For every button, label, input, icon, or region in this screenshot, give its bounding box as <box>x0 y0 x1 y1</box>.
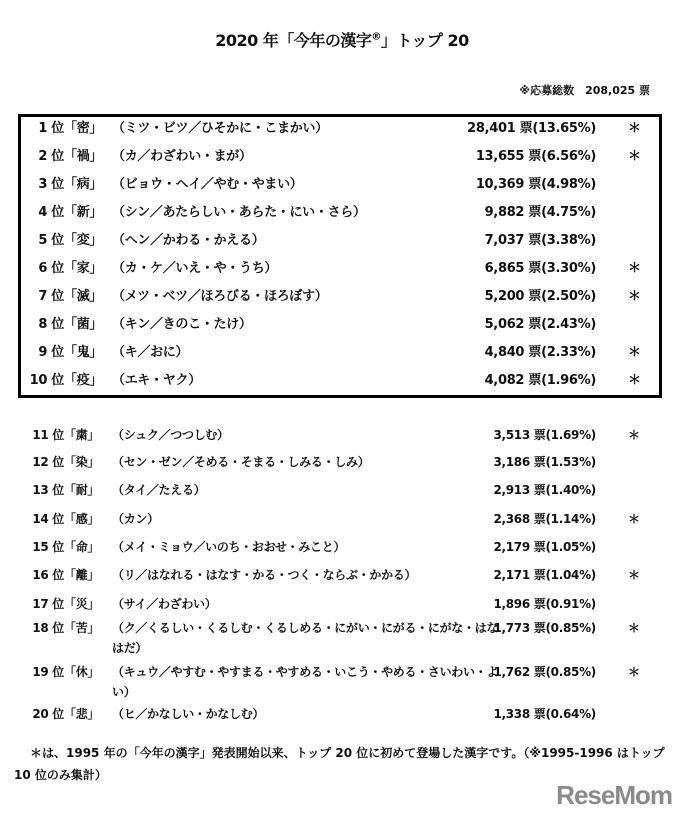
ranking-kanji: 「新」 <box>64 205 103 220</box>
ranking-reading: （カ／わざわい・まが） <box>112 149 252 164</box>
ranking-kanji: 「滅」 <box>64 289 103 304</box>
ranking-rank: 18 位 <box>32 621 64 635</box>
ranking-rank: 8 位 <box>38 317 64 332</box>
ranking-kanji: 「家」 <box>64 261 103 276</box>
ranking-votes: 1,896 票(0.91%) <box>493 597 596 611</box>
ranking-reading: （メイ・ミョウ／いのち・おおせ・みこと） <box>112 540 346 554</box>
ranking-rank: 17 位 <box>32 597 64 611</box>
new-entry-marker: ＊ <box>628 149 641 164</box>
ranking-kanji: 「病」 <box>64 177 103 192</box>
ranking-votes: 1,338 票(0.64%) <box>493 707 596 721</box>
ranking-reading: （カン） <box>112 512 159 526</box>
ranking-kanji: 「耐」 <box>64 483 100 497</box>
ranking-votes: 1,773 票(0.85%) <box>493 621 596 635</box>
ranking-kanji: 「命」 <box>64 540 100 554</box>
ranking-rank: 19 位 <box>32 665 64 679</box>
ranking-kanji: 「災」 <box>64 597 100 611</box>
ranking-reading: （メツ・ベツ／ほろびる・ほろぼす） <box>112 289 328 304</box>
ranking-votes: 3,513 票(1.69%) <box>493 428 596 442</box>
ranking-votes: 6,865 票(3.30%) <box>484 261 596 276</box>
ranking-reading: （ヘン／かわる・かえる） <box>112 233 265 248</box>
ranking-rank: 3 位 <box>38 177 64 192</box>
registered-mark: ® <box>371 31 381 43</box>
footnote: ＊は、1995 年の「今年の漢字」発表開始以来、トップ 20 位に初めて登場した漢字です。（※1995-1996 はトップ 10 位のみ集計） <box>14 746 665 782</box>
new-entry-marker: ＊ <box>628 121 641 136</box>
ranking-reading: （リ／はなれる・はなす・かる・つく・ならぶ・かかる） <box>112 568 417 582</box>
total-votes: ※応募総数 208,025 票 <box>519 84 650 97</box>
ranking-reading: （ビョウ・ヘイ／やむ・やまい） <box>112 177 303 192</box>
new-entry-marker: ＊ <box>628 568 640 582</box>
ranking-kanji: 「密」 <box>64 121 103 136</box>
ranking-kanji: 「変」 <box>64 233 103 248</box>
ranking-kanji: 「疫」 <box>64 373 103 388</box>
new-entry-marker: ＊ <box>628 345 641 360</box>
new-entry-marker: ＊ <box>628 512 640 526</box>
ranking-kanji: 「菌」 <box>64 317 103 332</box>
new-entry-marker: ＊ <box>628 289 641 304</box>
new-entry-marker: ＊ <box>628 428 640 442</box>
ranking-votes: 2,913 票(1.40%) <box>493 483 596 497</box>
ranking-reading: （キュウ／やすむ・やすまる・やすめる・いこう・やめる・さいわい・よい） <box>112 665 499 699</box>
ranking-votes: 4,082 票(1.96%) <box>484 373 596 388</box>
ranking-kanji: 「悲」 <box>64 707 100 721</box>
ranking-reading: （シン／あたらしい・あらた・にい・さら） <box>112 205 366 220</box>
ranking-kanji: 「感」 <box>64 512 100 526</box>
ranking-rank: 1 位 <box>38 121 64 136</box>
ranking-reading: （サイ／わざわい） <box>112 597 217 611</box>
ranking-rank: 20 位 <box>32 707 64 721</box>
ranking-kanji: 「粛」 <box>64 428 100 442</box>
title-text: 2020 年「今年の漢字 <box>215 31 372 50</box>
ranking-rank: 4 位 <box>38 205 64 220</box>
ranking-rank: 12 位 <box>32 455 64 469</box>
ranking-votes: 7,037 票(3.38%) <box>484 233 596 248</box>
ranking-votes: 5,200 票(2.50%) <box>484 289 596 304</box>
ranking-votes: 5,062 票(2.43%) <box>484 317 596 332</box>
ranking-rank: 14 位 <box>32 512 64 526</box>
ranking-rank: 7 位 <box>38 289 64 304</box>
ranking-kanji: 「禍」 <box>64 149 103 164</box>
ranking-rank: 5 位 <box>38 233 64 248</box>
resemom-logo: ReseMom <box>556 780 672 810</box>
ranking-votes: 2,179 票(1.05%) <box>493 540 596 554</box>
ranking-votes: 4,840 票(2.33%) <box>484 345 596 360</box>
ranking-votes: 3,186 票(1.53%) <box>493 455 596 469</box>
new-entry-marker: ＊ <box>628 373 641 388</box>
ranking-reading: （キン／きのこ・たけ） <box>112 317 252 332</box>
ranking-reading: （シュク／つつしむ） <box>112 428 229 442</box>
ranking-rank: 6 位 <box>38 261 64 276</box>
ranking-rank: 13 位 <box>32 483 64 497</box>
ranking-reading: （ヒ／かなしい・かなしむ） <box>112 707 265 721</box>
ranking-kanji: 「苦」 <box>64 621 100 635</box>
ranking-votes: 9,882 票(4.75%) <box>484 205 596 220</box>
ranking-reading: （キ／おに） <box>112 345 189 360</box>
title-suffix: 」トップ 20 <box>380 31 469 50</box>
ranking-votes: 28,401 票(13.65%) <box>467 121 596 136</box>
ranking-rank: 11 位 <box>32 428 64 442</box>
ranking-reading: （タイ／たえる） <box>112 483 206 497</box>
ranking-kanji: 「離」 <box>64 568 100 582</box>
ranking-reading: （ミツ・ビツ／ひそかに・こまかい） <box>112 121 328 136</box>
ranking-kanji: 「染」 <box>64 455 100 469</box>
ranking-kanji: 「鬼」 <box>64 345 103 360</box>
new-entry-marker: ＊ <box>628 261 641 276</box>
new-entry-marker: ＊ <box>628 621 640 635</box>
ranking-rank: 9 位 <box>38 345 64 360</box>
ranking-rank: 16 位 <box>32 568 64 582</box>
new-entry-marker: ＊ <box>628 665 640 679</box>
ranking-reading: （カ・ケ／いえ・や・うち） <box>112 261 278 276</box>
ranking-reading: （ク／くるしい・くるしむ・くるしめる・にがい・にがる・にがな・はなはだ） <box>112 621 499 655</box>
ranking-rank: 10 位 <box>29 373 64 388</box>
ranking-votes: 10,369 票(4.98%) <box>475 177 596 192</box>
ranking-rank: 15 位 <box>32 540 64 554</box>
ranking-kanji: 「休」 <box>64 665 100 679</box>
page-title <box>0 28 684 51</box>
ranking-votes: 2,171 票(1.04%) <box>493 568 596 582</box>
ranking-votes: 13,655 票(6.56%) <box>475 149 596 164</box>
ranking-votes: 1,762 票(0.85%) <box>493 665 596 679</box>
ranking-reading: （エキ・ヤク） <box>112 373 201 388</box>
ranking-rank: 2 位 <box>38 149 64 164</box>
ranking-reading: （セン・ゼン／そめる・そまる・しみる・しみ） <box>112 455 370 469</box>
ranking-votes: 2,368 票(1.14%) <box>493 512 596 526</box>
